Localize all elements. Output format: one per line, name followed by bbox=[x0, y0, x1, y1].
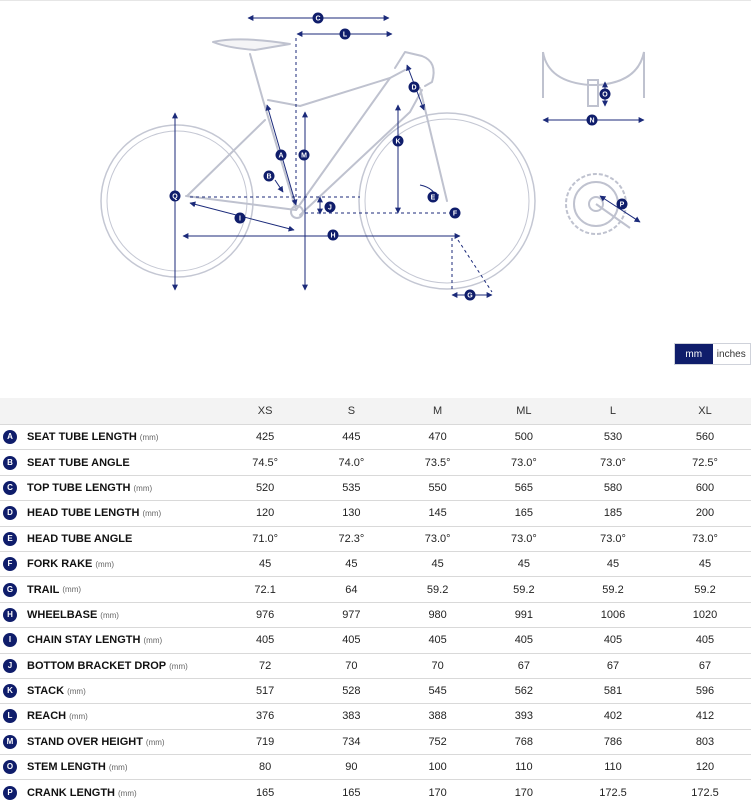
value-cell: 803 bbox=[659, 729, 751, 754]
diagram-badge-L bbox=[340, 29, 351, 40]
row-badge: P bbox=[3, 786, 17, 800]
diagram-badge-H bbox=[328, 230, 339, 241]
svg-text:P: P bbox=[619, 201, 625, 209]
value-cell: 976 bbox=[222, 602, 308, 627]
value-cell: 565 bbox=[481, 475, 567, 500]
value-cell: 200 bbox=[659, 501, 751, 526]
row-label bbox=[0, 729, 222, 754]
value-cell: 470 bbox=[395, 425, 481, 450]
svg-text:C: C bbox=[315, 15, 321, 23]
value-cell: 425 bbox=[222, 425, 308, 450]
row-label bbox=[0, 501, 222, 526]
row-badge: D bbox=[3, 506, 17, 520]
value-cell: 80 bbox=[222, 755, 308, 780]
svg-text:Q: Q bbox=[172, 193, 178, 201]
row-label bbox=[0, 678, 222, 703]
value-cell: 517 bbox=[222, 678, 308, 703]
size-header: XL bbox=[659, 398, 751, 425]
row-label bbox=[0, 755, 222, 780]
row-unit: (mm) bbox=[142, 509, 162, 519]
value-cell: 393 bbox=[481, 704, 567, 729]
value-cell: 90 bbox=[308, 755, 394, 780]
table-row bbox=[0, 755, 751, 780]
unit-mm-button[interactable]: mm bbox=[675, 344, 713, 364]
svg-text:H: H bbox=[330, 232, 336, 240]
size-header: M bbox=[395, 398, 481, 425]
diagram-badge-K bbox=[393, 136, 404, 147]
svg-text:L: L bbox=[342, 31, 348, 39]
row-badge: K bbox=[3, 684, 17, 698]
value-cell: 67 bbox=[567, 653, 659, 678]
diagram-badge-F bbox=[450, 208, 461, 219]
svg-text:F: F bbox=[452, 210, 458, 218]
row-label bbox=[0, 628, 222, 653]
row-badge: A bbox=[3, 430, 17, 444]
row-label bbox=[0, 577, 222, 602]
unit-toggle bbox=[674, 343, 751, 365]
row-badge: F bbox=[3, 557, 17, 571]
value-cell: 786 bbox=[567, 729, 659, 754]
row-name: REACH bbox=[27, 710, 67, 723]
row-name: FORK RAKE bbox=[27, 558, 93, 571]
value-cell: 45 bbox=[659, 551, 751, 576]
value-cell: 405 bbox=[567, 628, 659, 653]
row-label bbox=[0, 425, 222, 450]
svg-text:I: I bbox=[239, 215, 241, 223]
value-cell: 185 bbox=[567, 501, 659, 526]
svg-text:D: D bbox=[411, 84, 417, 92]
row-badge: E bbox=[3, 532, 17, 546]
row-unit: (mm) bbox=[69, 712, 88, 722]
diagram-badge-A bbox=[276, 150, 287, 161]
row-name: STAND OVER HEIGHT bbox=[27, 735, 143, 748]
value-cell: 120 bbox=[659, 755, 751, 780]
row-label bbox=[0, 475, 222, 500]
bike-geometry-diagram bbox=[0, 0, 751, 340]
value-cell: 73.0° bbox=[567, 450, 659, 475]
row-name: TOP TUBE LENGTH bbox=[27, 481, 131, 494]
value-cell: 550 bbox=[395, 475, 481, 500]
value-cell: 405 bbox=[395, 628, 481, 653]
diagram-badge-G bbox=[465, 290, 476, 301]
geometry-table bbox=[0, 398, 751, 805]
value-cell: 71.0° bbox=[222, 526, 308, 551]
value-cell: 412 bbox=[659, 704, 751, 729]
header-blank bbox=[0, 398, 222, 425]
value-cell: 73.0° bbox=[567, 526, 659, 551]
value-cell: 165 bbox=[481, 501, 567, 526]
row-unit: (mm) bbox=[100, 610, 119, 620]
value-cell: 734 bbox=[308, 729, 394, 754]
table-row bbox=[0, 450, 751, 475]
value-cell: 170 bbox=[481, 780, 567, 805]
row-name: TRAIL bbox=[27, 583, 60, 596]
row-label bbox=[0, 780, 222, 805]
value-cell: 1006 bbox=[567, 602, 659, 627]
value-cell: 528 bbox=[308, 678, 394, 703]
value-cell: 70 bbox=[395, 653, 481, 678]
value-cell: 73.0° bbox=[659, 526, 751, 551]
row-name: WHEELBASE bbox=[27, 608, 98, 621]
row-name: CRANK LENGTH bbox=[27, 786, 115, 799]
row-unit: (mm) bbox=[67, 687, 86, 696]
value-cell: 600 bbox=[659, 475, 751, 500]
value-cell: 596 bbox=[659, 678, 751, 703]
value-cell: 100 bbox=[395, 755, 481, 780]
row-name: CHAIN STAY LENGTH bbox=[27, 634, 141, 647]
diagram-badge-B bbox=[264, 171, 275, 182]
svg-text:M: M bbox=[301, 152, 307, 160]
value-cell: 991 bbox=[481, 602, 567, 627]
value-cell: 405 bbox=[659, 628, 751, 653]
row-unit: (mm) bbox=[145, 737, 165, 747]
row-unit: (mm) bbox=[133, 483, 153, 493]
row-badge: L bbox=[3, 709, 17, 723]
diagram-badge-C bbox=[313, 13, 324, 24]
table-row bbox=[0, 551, 751, 576]
value-cell: 145 bbox=[395, 501, 481, 526]
table-row bbox=[0, 704, 751, 729]
value-cell: 977 bbox=[308, 602, 394, 627]
table-row bbox=[0, 653, 751, 678]
row-badge: J bbox=[3, 659, 17, 673]
row-badge: M bbox=[3, 735, 17, 749]
value-cell: 445 bbox=[308, 425, 394, 450]
value-cell: 72.5° bbox=[659, 450, 751, 475]
value-cell: 500 bbox=[481, 425, 567, 450]
unit-inches-button[interactable]: inches bbox=[713, 344, 751, 364]
diagram-badge-M bbox=[299, 150, 310, 161]
diagram-badge-O bbox=[600, 89, 611, 100]
value-cell: 1020 bbox=[659, 602, 751, 627]
row-badge: C bbox=[3, 481, 17, 495]
value-cell: 405 bbox=[222, 628, 308, 653]
value-cell: 67 bbox=[659, 653, 751, 678]
table-row bbox=[0, 628, 751, 653]
value-cell: 45 bbox=[222, 551, 308, 576]
value-cell: 59.2 bbox=[567, 577, 659, 602]
row-unit: (mm) bbox=[62, 585, 82, 595]
row-unit: (mm) bbox=[118, 788, 137, 798]
value-cell: 120 bbox=[222, 501, 308, 526]
row-label bbox=[0, 704, 222, 729]
row-badge: I bbox=[3, 633, 17, 647]
row-unit: (mm) bbox=[143, 636, 163, 646]
crankset-detail bbox=[566, 174, 640, 234]
value-cell: 59.2 bbox=[395, 577, 481, 602]
value-cell: 64 bbox=[308, 577, 394, 602]
value-cell: 405 bbox=[481, 628, 567, 653]
value-cell: 72.1 bbox=[222, 577, 308, 602]
value-cell: 45 bbox=[567, 551, 659, 576]
row-label bbox=[0, 450, 222, 475]
size-header: L bbox=[567, 398, 659, 425]
row-name: SEAT TUBE LENGTH bbox=[27, 431, 137, 444]
value-cell: 165 bbox=[222, 780, 308, 805]
value-cell: 562 bbox=[481, 678, 567, 703]
table-row bbox=[0, 425, 751, 450]
value-cell: 45 bbox=[481, 551, 567, 576]
value-cell: 402 bbox=[567, 704, 659, 729]
row-unit: (mm) bbox=[169, 661, 188, 671]
row-label bbox=[0, 551, 222, 576]
size-header: S bbox=[308, 398, 394, 425]
table-row bbox=[0, 780, 751, 805]
value-cell: 73.0° bbox=[395, 526, 481, 551]
value-cell: 130 bbox=[308, 501, 394, 526]
value-cell: 376 bbox=[222, 704, 308, 729]
value-cell: 72.3° bbox=[308, 526, 394, 551]
value-cell: 405 bbox=[308, 628, 394, 653]
row-unit: (mm) bbox=[95, 560, 115, 570]
value-cell: 73.0° bbox=[481, 526, 567, 551]
row-name: SEAT TUBE ANGLE bbox=[27, 456, 130, 469]
size-header-row bbox=[0, 398, 751, 425]
row-name: STACK bbox=[27, 685, 65, 698]
svg-text:B: B bbox=[266, 173, 272, 181]
diagram-badge-Q bbox=[170, 191, 181, 202]
row-name: HEAD TUBE ANGLE bbox=[27, 532, 133, 545]
value-cell: 388 bbox=[395, 704, 481, 729]
diagram-badge-E bbox=[428, 192, 439, 203]
handlebar-detail bbox=[543, 52, 644, 120]
diagram-badge-D bbox=[409, 82, 420, 93]
value-cell: 383 bbox=[308, 704, 394, 729]
value-cell: 74.0° bbox=[308, 450, 394, 475]
value-cell: 580 bbox=[567, 475, 659, 500]
row-badge: H bbox=[3, 608, 17, 622]
row-badge: O bbox=[3, 760, 17, 774]
value-cell: 530 bbox=[567, 425, 659, 450]
value-cell: 165 bbox=[308, 780, 394, 805]
value-cell: 172.5 bbox=[567, 780, 659, 805]
table-row bbox=[0, 526, 751, 551]
value-cell: 768 bbox=[481, 729, 567, 754]
value-cell: 719 bbox=[222, 729, 308, 754]
row-label bbox=[0, 653, 222, 678]
value-cell: 67 bbox=[481, 653, 567, 678]
value-cell: 74.5° bbox=[222, 450, 308, 475]
table-row bbox=[0, 501, 751, 526]
svg-text:O: O bbox=[602, 91, 608, 99]
value-cell: 560 bbox=[659, 425, 751, 450]
diagram-badge-J bbox=[325, 202, 336, 213]
table-row bbox=[0, 678, 751, 703]
row-name: BOTTOM BRACKET DROP bbox=[27, 659, 167, 672]
value-cell: 170 bbox=[395, 780, 481, 805]
value-cell: 59.2 bbox=[481, 577, 567, 602]
svg-text:A: A bbox=[278, 152, 284, 160]
value-cell: 45 bbox=[395, 551, 481, 576]
value-cell: 110 bbox=[567, 755, 659, 780]
value-cell: 73.0° bbox=[481, 450, 567, 475]
svg-text:J: J bbox=[328, 204, 332, 212]
value-cell: 752 bbox=[395, 729, 481, 754]
row-name: STEM LENGTH bbox=[27, 761, 106, 774]
value-cell: 70 bbox=[308, 653, 394, 678]
svg-text:N: N bbox=[589, 117, 595, 125]
value-cell: 535 bbox=[308, 475, 394, 500]
diagram-badge-I bbox=[235, 213, 246, 224]
table-row bbox=[0, 475, 751, 500]
value-cell: 980 bbox=[395, 602, 481, 627]
diagram-badge-P bbox=[617, 199, 628, 210]
value-cell: 72 bbox=[222, 653, 308, 678]
value-cell: 45 bbox=[308, 551, 394, 576]
size-header: ML bbox=[481, 398, 567, 425]
row-label bbox=[0, 602, 222, 627]
row-label bbox=[0, 526, 222, 551]
diagram-badge-N bbox=[587, 115, 598, 126]
svg-text:E: E bbox=[430, 194, 436, 202]
value-cell: 545 bbox=[395, 678, 481, 703]
size-header: XS bbox=[222, 398, 308, 425]
value-cell: 520 bbox=[222, 475, 308, 500]
value-cell: 172.5 bbox=[659, 780, 751, 805]
table-row bbox=[0, 602, 751, 627]
row-badge: G bbox=[3, 583, 17, 597]
row-name: HEAD TUBE LENGTH bbox=[27, 507, 140, 520]
svg-text:K: K bbox=[395, 138, 401, 146]
row-unit: (mm) bbox=[139, 433, 159, 443]
value-cell: 73.5° bbox=[395, 450, 481, 475]
row-unit: (mm) bbox=[108, 763, 128, 773]
table-row bbox=[0, 729, 751, 754]
svg-text:G: G bbox=[467, 292, 473, 300]
value-cell: 110 bbox=[481, 755, 567, 780]
row-badge: B bbox=[3, 456, 17, 470]
table-row bbox=[0, 577, 751, 602]
value-cell: 581 bbox=[567, 678, 659, 703]
value-cell: 59.2 bbox=[659, 577, 751, 602]
